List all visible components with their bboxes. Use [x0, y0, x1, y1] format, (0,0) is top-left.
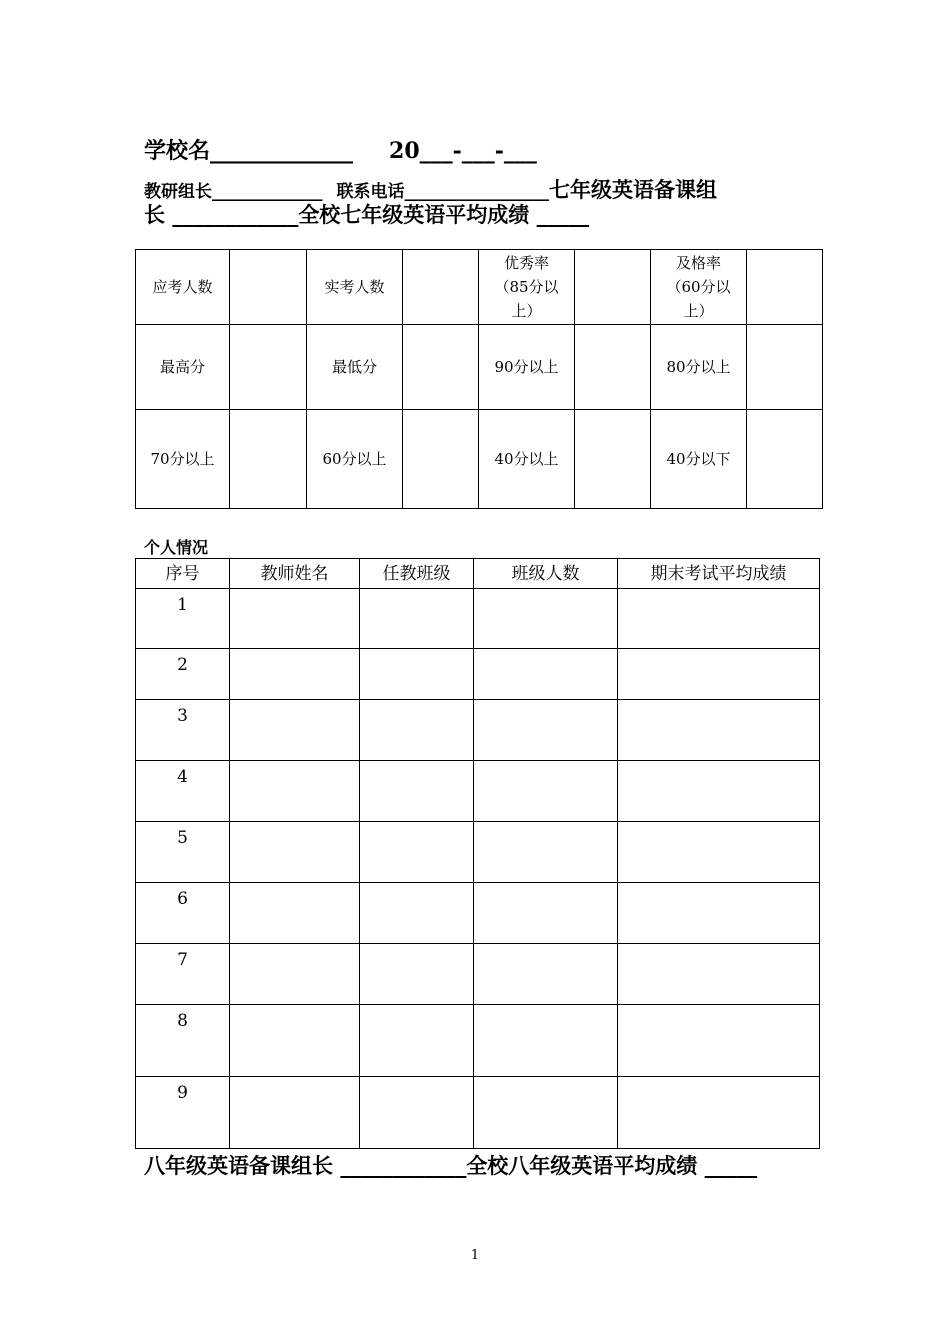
teacher-name-cell[interactable] [230, 822, 360, 883]
date-day-field[interactable]: ___ [503, 138, 537, 164]
stats-value-cell[interactable] [575, 410, 651, 509]
row-index-cell: 7 [136, 944, 230, 1005]
stats-label-cell: 及格率（60分以上） [651, 250, 747, 325]
class-size-cell[interactable] [474, 761, 618, 822]
table-row [136, 700, 820, 761]
teacher-name-cell[interactable] [230, 944, 360, 1005]
teacher-table [135, 558, 820, 1149]
header-cell-class: 任教班级 [360, 559, 474, 589]
date-month-field[interactable]: ___ [461, 138, 495, 164]
teacher-name-cell[interactable] [230, 1005, 360, 1077]
class-size-cell[interactable] [474, 649, 618, 700]
class-cell[interactable] [360, 761, 474, 822]
row-index-cell: 8 [136, 1005, 230, 1077]
stats-label-cell: 40分以下 [651, 410, 747, 509]
final-average-cell[interactable] [618, 1077, 820, 1149]
final-average-cell[interactable] [618, 649, 820, 700]
final-average-cell[interactable] [618, 883, 820, 944]
grade8-average-field[interactable]: _____ [704, 1153, 758, 1178]
grade7-leader-field[interactable]: ____________ [172, 202, 299, 227]
stats-row [136, 325, 823, 410]
teacher-table-body [136, 589, 820, 1149]
stats-value-cell[interactable] [403, 410, 479, 509]
header-cell-class-size: 班级人数 [474, 559, 618, 589]
page-number: 1 [470, 1248, 480, 1263]
stats-row [136, 410, 823, 509]
teacher-name-cell[interactable] [230, 1077, 360, 1149]
date-year-field[interactable]: ___ [419, 138, 453, 164]
table-row [136, 589, 820, 649]
table-row [136, 761, 820, 822]
row-index-cell: 1 [136, 589, 230, 649]
header-cell-index: 序号 [136, 559, 230, 589]
class-size-cell[interactable] [474, 822, 618, 883]
row-index-cell: 5 [136, 822, 230, 883]
grade8-line [144, 1150, 757, 1180]
date-separator: - [452, 138, 462, 164]
stats-table-body [136, 250, 823, 509]
class-cell[interactable] [360, 944, 474, 1005]
teacher-name-cell[interactable] [230, 761, 360, 822]
header-cell-teacher-name: 教师姓名 [230, 559, 360, 589]
stats-label-cell: 70分以上 [136, 410, 230, 509]
stats-label-cell: 80分以上 [651, 325, 747, 410]
class-cell[interactable] [360, 700, 474, 761]
class-size-cell[interactable] [474, 700, 618, 761]
grade7-average-field[interactable]: _____ [536, 202, 590, 227]
table-row [136, 883, 820, 944]
grade8-leader-field[interactable]: ____________ [340, 1153, 467, 1178]
stats-value-cell[interactable] [403, 250, 479, 325]
teacher-name-cell[interactable] [230, 649, 360, 700]
class-size-cell[interactable] [474, 944, 618, 1005]
teacher-table-header-row [136, 559, 820, 589]
stats-label-cell: 最高分 [136, 325, 230, 410]
class-cell[interactable] [360, 1077, 474, 1149]
header-cell-final-average: 期末考试平均成绩 [618, 559, 820, 589]
stats-value-cell[interactable] [230, 410, 307, 509]
final-average-cell[interactable] [618, 589, 820, 649]
school-label: 学校名 [144, 138, 211, 164]
stats-label-cell: 优秀率（85分以上） [479, 250, 575, 325]
final-average-cell[interactable] [618, 700, 820, 761]
table-row [136, 1005, 820, 1077]
stats-value-cell[interactable] [403, 325, 479, 410]
grade7-leader-label: 七年级英语备课组 [549, 177, 717, 202]
stats-row [136, 250, 823, 325]
grade8-average-label: 全校八年级英语平均成绩 [466, 1153, 698, 1178]
stats-value-cell[interactable] [230, 325, 307, 410]
grade8-leader-label: 八年级英语备课组长 [144, 1153, 333, 1178]
stats-value-cell[interactable] [575, 250, 651, 325]
stats-label-cell: 90分以上 [479, 325, 575, 410]
row-index-cell: 3 [136, 700, 230, 761]
stats-label-cell: 实考人数 [307, 250, 403, 325]
teacher-name-cell[interactable] [230, 700, 360, 761]
stats-value-cell[interactable] [747, 325, 823, 410]
date-separator: - [494, 138, 504, 164]
stats-label-cell: 最低分 [307, 325, 403, 410]
stats-label-cell: 60分以上 [307, 410, 403, 509]
row-index-cell: 9 [136, 1077, 230, 1149]
stats-value-cell[interactable] [575, 325, 651, 410]
class-size-cell[interactable] [474, 883, 618, 944]
class-cell[interactable] [360, 589, 474, 649]
stats-label-cell: 40分以上 [479, 410, 575, 509]
phone-field[interactable]: _________________ [404, 182, 549, 202]
stats-value-cell[interactable] [230, 250, 307, 325]
table-row [136, 944, 820, 1005]
table-row [136, 822, 820, 883]
table-row [136, 649, 820, 700]
teacher-name-cell[interactable] [230, 589, 360, 649]
class-size-cell[interactable] [474, 1077, 618, 1149]
stats-table [135, 249, 823, 509]
final-average-cell[interactable] [618, 822, 820, 883]
table-row [136, 1077, 820, 1149]
date-year-prefix: 20 [389, 138, 420, 164]
research-leader-field[interactable]: _____________ [212, 182, 323, 202]
phone-label: 联系电话 [336, 182, 405, 202]
final-average-cell[interactable] [618, 761, 820, 822]
title-line [144, 134, 537, 165]
class-cell[interactable] [360, 649, 474, 700]
class-cell[interactable] [360, 1005, 474, 1077]
grade7-leader-label-end: 长 [144, 202, 165, 227]
final-average-cell[interactable] [618, 1005, 820, 1077]
class-size-cell[interactable] [474, 1005, 618, 1077]
stats-label-cell: 应考人数 [136, 250, 230, 325]
row-index-cell: 6 [136, 883, 230, 944]
class-size-cell[interactable] [474, 589, 618, 649]
grade7-line [144, 199, 589, 229]
stats-value-cell[interactable] [747, 250, 823, 325]
row-index-cell: 2 [136, 649, 230, 700]
personal-section-label: 个人情况 [144, 538, 209, 557]
grade7-average-label: 全校七年级英语平均成绩 [298, 202, 530, 227]
row-index-cell: 4 [136, 761, 230, 822]
research-leader-label: 教研组长 [144, 182, 212, 202]
class-cell[interactable] [360, 883, 474, 944]
stats-value-cell[interactable] [747, 410, 823, 509]
school-name-field[interactable]: _____________ [210, 138, 354, 164]
class-cell[interactable] [360, 822, 474, 883]
final-average-cell[interactable] [618, 944, 820, 1005]
teacher-name-cell[interactable] [230, 883, 360, 944]
